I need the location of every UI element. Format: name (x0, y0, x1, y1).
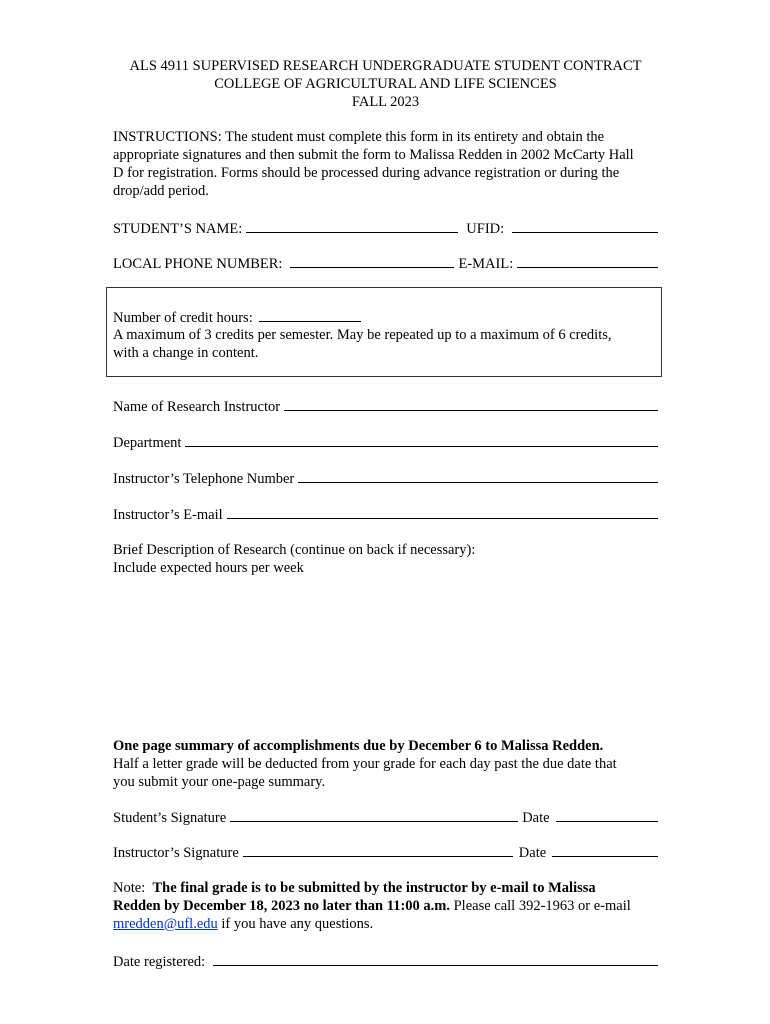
credit-note-line: with a change in content. (113, 345, 259, 361)
instructor-email-row (113, 505, 658, 523)
student-date-label: Date (522, 810, 550, 826)
email-link[interactable]: mredden@ufl.edu (113, 916, 218, 932)
instructions-line: drop/add period. (113, 183, 209, 199)
research-description (113, 541, 658, 577)
date-registered-row (113, 952, 658, 970)
department-field[interactable] (185, 433, 658, 447)
instructor-phone-row (113, 469, 658, 487)
student-signature-field[interactable] (230, 808, 518, 822)
instructor-email-field[interactable] (227, 505, 658, 519)
grade-note-line (113, 879, 658, 897)
grade-note-line (113, 915, 658, 933)
note-prefix: Note: (113, 880, 153, 896)
instructor-signature-row (113, 843, 658, 861)
credit-hours-row (113, 308, 655, 326)
date-registered-field[interactable] (213, 952, 658, 966)
credit-note-line: A maximum of 3 credits per semester. May be repeated up to a maximum of 6 credits, (113, 327, 612, 343)
instructor-signature-field[interactable] (243, 843, 513, 857)
form-header (113, 57, 658, 111)
student-signature-row (113, 808, 658, 826)
instructions-line: appropriate signatures and then submit the form to Malissa Redden in 2002 McCarty Hall (113, 147, 634, 163)
student-name-field[interactable] (246, 219, 458, 233)
instructor-phone-field[interactable] (298, 469, 658, 483)
note-bold-text: The final grade is to be submitted by the instructor by e-mail to Malissa (152, 880, 596, 896)
instructor-name-field[interactable] (284, 397, 658, 411)
email-field[interactable] (517, 254, 658, 268)
instructor-date-field[interactable] (552, 843, 658, 857)
instructions-line: INSTRUCTIONS: The student must complete this form in its entirety and obtain the (113, 129, 605, 145)
phone-label: LOCAL PHONE NUMBER: (113, 256, 283, 272)
college-name: COLLEGE OF AGRICULTURAL AND LIFE SCIENCES (214, 76, 557, 92)
instructions-line: D for registration. Forms should be processed during advance registration or during the (113, 165, 620, 181)
research-hours-note: Include expected hours per week (113, 560, 304, 576)
research-description-area[interactable] (113, 578, 658, 728)
summary-notice (113, 737, 658, 791)
student-date-field[interactable] (556, 808, 658, 822)
summary-penalty-line: you submit your one-page summary. (113, 774, 326, 790)
instructor-phone-label: Instructor’s Telephone Number (113, 471, 295, 487)
credit-hours-field[interactable] (259, 308, 361, 322)
summary-due-line: One page summary of accomplishments due by December 6 to Malissa Redden. (113, 738, 604, 754)
instructor-date-label: Date (518, 845, 547, 861)
date-registered-label: Date registered: (113, 954, 206, 970)
instructions (113, 128, 658, 200)
department-row (113, 433, 658, 451)
instructor-signature-label: Instructor’s Signature (113, 845, 239, 861)
form-title: ALS 4911 SUPERVISED RESEARCH UNDERGRADUATE STUDENT CONTRACT (129, 58, 642, 74)
credit-hours-label: Number of credit hours: (113, 310, 253, 326)
term-label: FALL 2023 (351, 94, 420, 110)
instructor-email-label: Instructor’s E-mail (113, 507, 223, 523)
email-label: E-MAIL: (458, 256, 514, 272)
student-name-row (113, 219, 658, 237)
phone-field[interactable] (290, 254, 454, 268)
student-contact-row (113, 254, 658, 272)
instructor-name-row (113, 397, 658, 415)
ufid-label: UFID: (466, 221, 505, 237)
note-questions-text: if you have any questions. (217, 916, 374, 932)
note-contact-text: Please call 392-1963 or e-mail (449, 898, 631, 914)
grade-note (113, 879, 658, 933)
student-signature-label: Student’s Signature (113, 810, 227, 826)
department-label: Department (113, 435, 182, 451)
summary-penalty-line: Half a letter grade will be deducted from your grade for each day past the due date that (113, 756, 617, 772)
instructor-name-label: Name of Research Instructor (113, 399, 281, 415)
note-bold-deadline: Redden by December 18, 2023 no later than 11:00 a.m. (113, 898, 450, 914)
ufid-field[interactable] (512, 219, 658, 233)
credit-hours-box (106, 287, 662, 377)
student-name-label: STUDENT’S NAME: (113, 221, 243, 237)
research-description-label: Brief Description of Research (continue on back if necessary): (113, 542, 476, 558)
grade-note-line (113, 897, 658, 915)
